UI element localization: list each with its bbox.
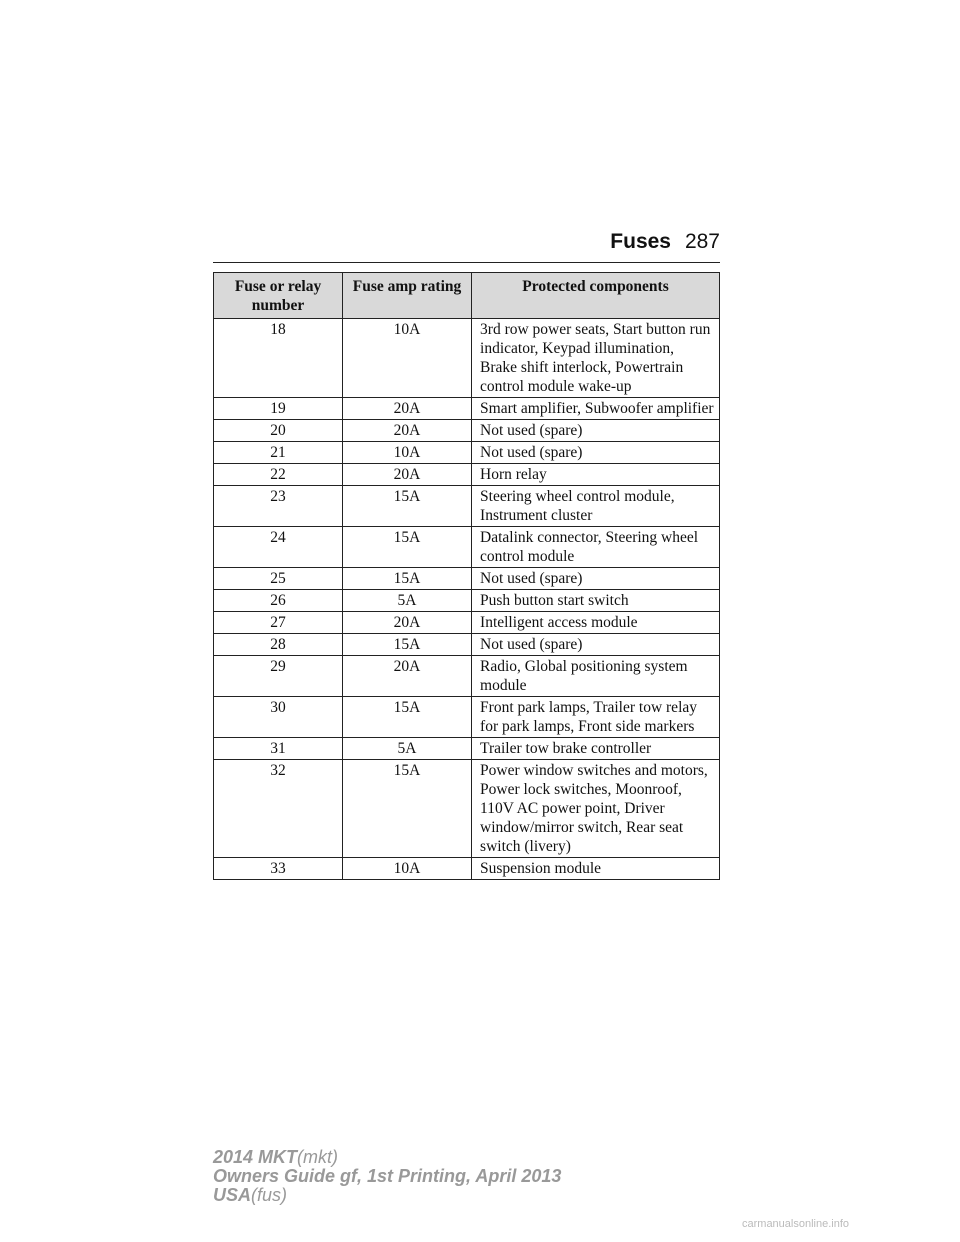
protected-components-cell: Not used (spare) <box>472 634 720 656</box>
fuse-number-cell: 30 <box>214 697 343 738</box>
amp-rating-cell: 15A <box>343 527 472 568</box>
table-row <box>214 442 720 464</box>
column-header-amp-rating: Fuse amp rating <box>343 273 472 319</box>
protected-components-cell: Radio, Global positioning system module <box>472 656 720 697</box>
fuse-table <box>213 272 720 880</box>
footer-model-code: (mkt) <box>297 1147 339 1167</box>
protected-components-cell: Steering wheel control module, Instrument cluster <box>472 486 720 527</box>
amp-rating-cell: 10A <box>343 858 472 880</box>
fuse-number-cell: 27 <box>214 612 343 634</box>
table-row <box>214 568 720 590</box>
fuse-number-cell: 32 <box>214 760 343 858</box>
footer-model: 2014 MKT <box>213 1147 298 1167</box>
protected-components-cell: Not used (spare) <box>472 420 720 442</box>
watermark: carmanualsonline.info <box>742 1218 850 1230</box>
fuse-number-cell: 24 <box>214 527 343 568</box>
amp-rating-cell: 20A <box>343 464 472 486</box>
table-row <box>214 486 720 527</box>
table-row <box>214 420 720 442</box>
protected-components-cell: Not used (spare) <box>472 442 720 464</box>
section-title: Fuses <box>610 230 671 253</box>
column-header-fuse-number: Fuse or relay number <box>214 273 343 319</box>
footer-line-1 <box>213 1148 561 1167</box>
table-row <box>214 738 720 760</box>
table-row <box>214 760 720 858</box>
protected-components-cell: Push button start switch <box>472 590 720 612</box>
amp-rating-cell: 5A <box>343 590 472 612</box>
footer-market-code: (fus) <box>251 1185 288 1205</box>
protected-components-cell: Trailer tow brake controller <box>472 738 720 760</box>
table-row <box>214 858 720 880</box>
table-row <box>214 590 720 612</box>
fuse-number-cell: 20 <box>214 420 343 442</box>
amp-rating-cell: 15A <box>343 760 472 858</box>
protected-components-cell: Suspension module <box>472 858 720 880</box>
table-row <box>214 612 720 634</box>
amp-rating-cell: 15A <box>343 486 472 527</box>
amp-rating-cell: 10A <box>343 442 472 464</box>
amp-rating-cell: 20A <box>343 398 472 420</box>
amp-rating-cell: 15A <box>343 568 472 590</box>
footer-market: USA <box>213 1185 252 1205</box>
fuse-number-cell: 26 <box>214 590 343 612</box>
fuse-number-cell: 21 <box>214 442 343 464</box>
table-header-row <box>214 273 720 319</box>
amp-rating-cell: 20A <box>343 656 472 697</box>
fuse-number-cell: 33 <box>214 858 343 880</box>
protected-components-cell: 3rd row power seats, Start button run indicator, Keypad illumination, Brake shift interlock, Powertrain control module wake-up <box>472 319 720 398</box>
page-number: 287 <box>684 230 720 253</box>
table-row <box>214 697 720 738</box>
protected-components-cell: Intelligent access module <box>472 612 720 634</box>
table-row <box>214 464 720 486</box>
fuse-number-cell: 22 <box>214 464 343 486</box>
table-row <box>214 656 720 697</box>
amp-rating-cell: 20A <box>343 612 472 634</box>
protected-components-cell: Horn relay <box>472 464 720 486</box>
protected-components-cell: Smart amplifier, Subwoofer amplifier <box>472 398 720 420</box>
table-row <box>214 398 720 420</box>
table-row <box>214 634 720 656</box>
amp-rating-cell: 10A <box>343 319 472 398</box>
fuse-number-cell: 31 <box>214 738 343 760</box>
document-footer <box>213 1148 561 1205</box>
footer-line-3 <box>213 1186 561 1205</box>
amp-rating-cell: 20A <box>343 420 472 442</box>
fuse-number-cell: 28 <box>214 634 343 656</box>
protected-components-cell: Not used (spare) <box>472 568 720 590</box>
footer-guide-info: Owners Guide gf, 1st Printing, April 2013 <box>213 1166 562 1186</box>
amp-rating-cell: 5A <box>343 738 472 760</box>
fuse-number-cell: 29 <box>214 656 343 697</box>
fuse-number-cell: 23 <box>214 486 343 527</box>
column-header-protected-components: Protected components <box>472 273 720 319</box>
table-body <box>214 319 720 880</box>
amp-rating-cell: 15A <box>343 697 472 738</box>
fuse-number-cell: 25 <box>214 568 343 590</box>
protected-components-cell: Front park lamps, Trailer tow relay for park lamps, Front side markers <box>472 697 720 738</box>
table-row <box>214 319 720 398</box>
table-row <box>214 527 720 568</box>
fuse-number-cell: 19 <box>214 398 343 420</box>
fuse-number-cell: 18 <box>214 319 343 398</box>
footer-line-2 <box>213 1167 561 1186</box>
page-header <box>213 228 720 263</box>
protected-components-cell: Power window switches and motors, Power lock switches, Moonroof, 110V AC power point, Driver window/mirror switch, Rear seat switch (livery) <box>472 760 720 858</box>
amp-rating-cell: 15A <box>343 634 472 656</box>
protected-components-cell: Datalink connector, Steering wheel control module <box>472 527 720 568</box>
